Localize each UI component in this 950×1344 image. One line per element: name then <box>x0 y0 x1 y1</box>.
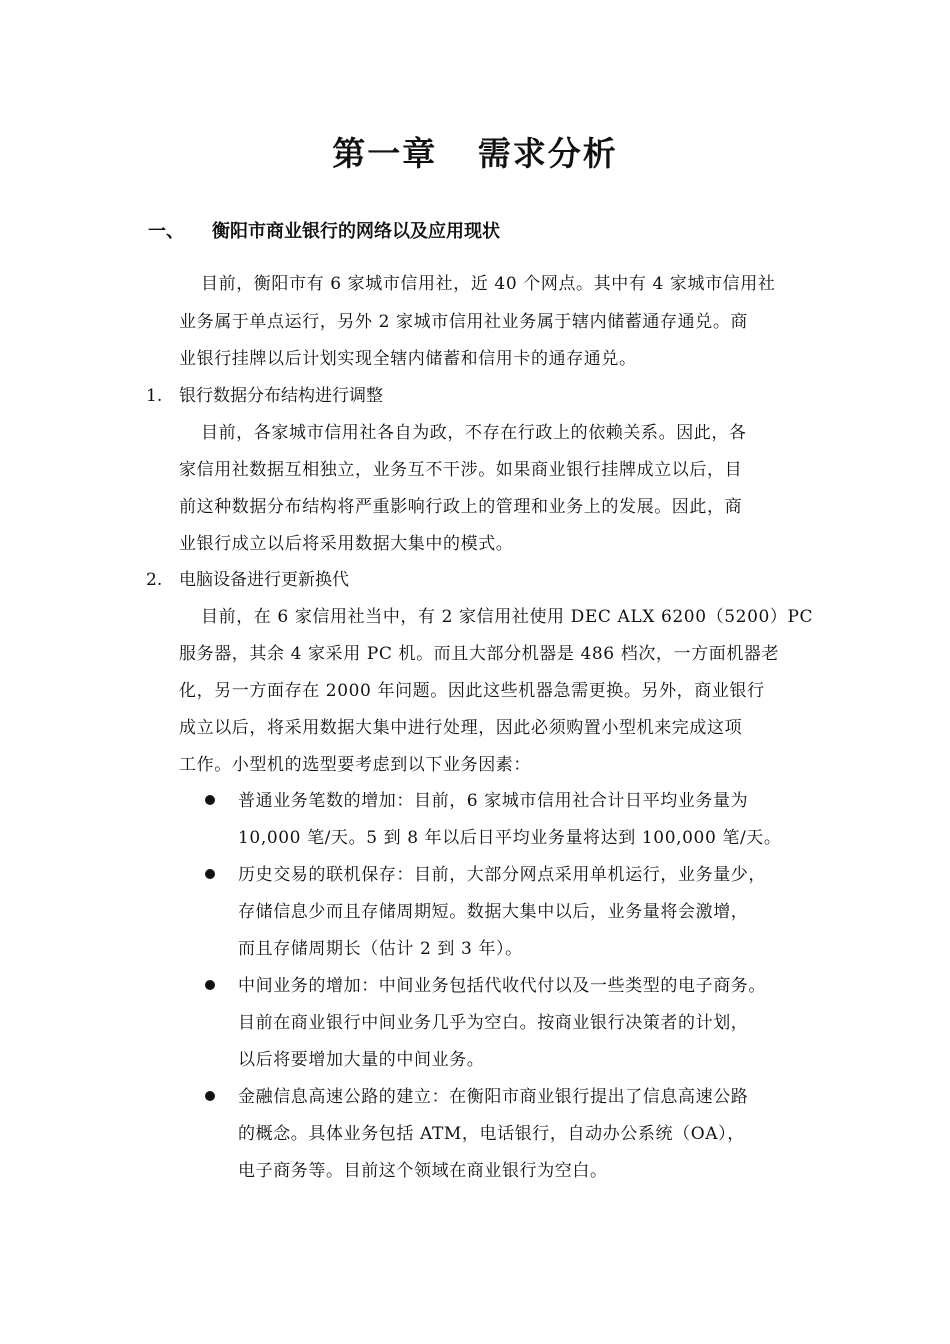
bullet-line: 以后将要增加大量的中间业务。 <box>238 1050 485 1070</box>
paragraph-line: 工作。小型机的选型要考虑到以下业务因素： <box>179 755 531 775</box>
section-title: 衡阳市商业银行的网络以及应用现状 <box>212 221 500 242</box>
chapter-title: 第一章 需求分析 <box>332 134 618 173</box>
bullet-line: 而且存储周期长（估计 2 到 3 年）。 <box>238 939 523 959</box>
paragraph-line: 业银行挂牌以后计划实现全辖内储蓄和信用卡的通存通兑。 <box>179 349 637 369</box>
bullet-line: 存储信息少而且存储周期短。数据大集中以后，业务量将会激增， <box>238 902 749 922</box>
list-item-title: 银行数据分布结构进行调整 <box>179 386 383 406</box>
bullet-line: 目前在商业银行中间业务几乎为空白。按商业银行决策者的计划， <box>238 1013 749 1033</box>
section-number: 一、 <box>148 221 184 242</box>
bullet-line: 历史交易的联机保存：目前，大部分网点采用单机运行，业务量少， <box>238 865 766 885</box>
list-item-heading <box>146 384 383 408</box>
paragraph-line: 家信用社数据互相独立，业务互不干涉。如果商业银行挂牌成立以后，目 <box>179 460 743 480</box>
bullet-line: 电子商务等。目前这个领域在商业银行为空白。 <box>238 1161 608 1181</box>
paragraph-line: 业务属于单点运行，另外 2 家城市信用社业务属于辖内储蓄通存通兑。商 <box>179 312 749 332</box>
paragraph-line: 业银行成立以后将采用数据大集中的模式。 <box>179 534 514 554</box>
paragraph-line: 目前，衡阳市有 6 家城市信用社，近 40 个网点。其中有 4 家城市信用社 <box>201 274 776 294</box>
paragraph-line: 目前，在 6 家信用社当中，有 2 家信用社使用 DEC ALX 6200（5200）PC <box>201 607 814 627</box>
list-item-title: 电脑设备进行更新换代 <box>179 570 349 590</box>
bullet-line: 普通业务笔数的增加：目前，6 家城市信用社合计日平均业务量为 <box>238 791 749 811</box>
section-heading <box>148 217 500 243</box>
bullet-icon <box>205 869 215 879</box>
paragraph-line: 化，另一方面存在 2000 年问题。因此这些机器急需更换。另外，商业银行 <box>179 681 765 701</box>
bullet-line: 中间业务的增加：中间业务包括代收代付以及一些类型的电子商务。 <box>238 976 766 996</box>
bullet-line: 金融信息高速公路的建立：在衡阳市商业银行提出了信息高速公路 <box>238 1087 749 1107</box>
paragraph-line: 服务器，其余 4 家采用 PC 机。而且大部分机器是 486 档次，一方面机器老 <box>179 644 780 664</box>
list-item-number: 1. <box>146 386 163 406</box>
bullet-icon <box>205 795 215 805</box>
bullet-line: 10,000 笔/天。5 到 8 年以后日平均业务量将达到 100,000 笔/天。 <box>238 828 782 848</box>
paragraph-line: 目前，各家城市信用社各自为政，不存在行政上的依赖关系。因此，各 <box>201 423 747 443</box>
list-item-number: 2. <box>146 570 163 590</box>
list-item-heading <box>146 568 349 592</box>
paragraph-line: 前这种数据分布结构将严重影响行政上的管理和业务上的发展。因此，商 <box>179 497 743 517</box>
bullet-icon <box>205 1091 215 1101</box>
bullet-icon <box>205 980 215 990</box>
bullet-line: 的概念。具体业务包括 ATM，电话银行，自动办公系统（OA）， <box>238 1124 745 1144</box>
paragraph-line: 成立以后，将采用数据大集中进行处理，因此必须购置小型机来完成这项 <box>179 718 743 738</box>
